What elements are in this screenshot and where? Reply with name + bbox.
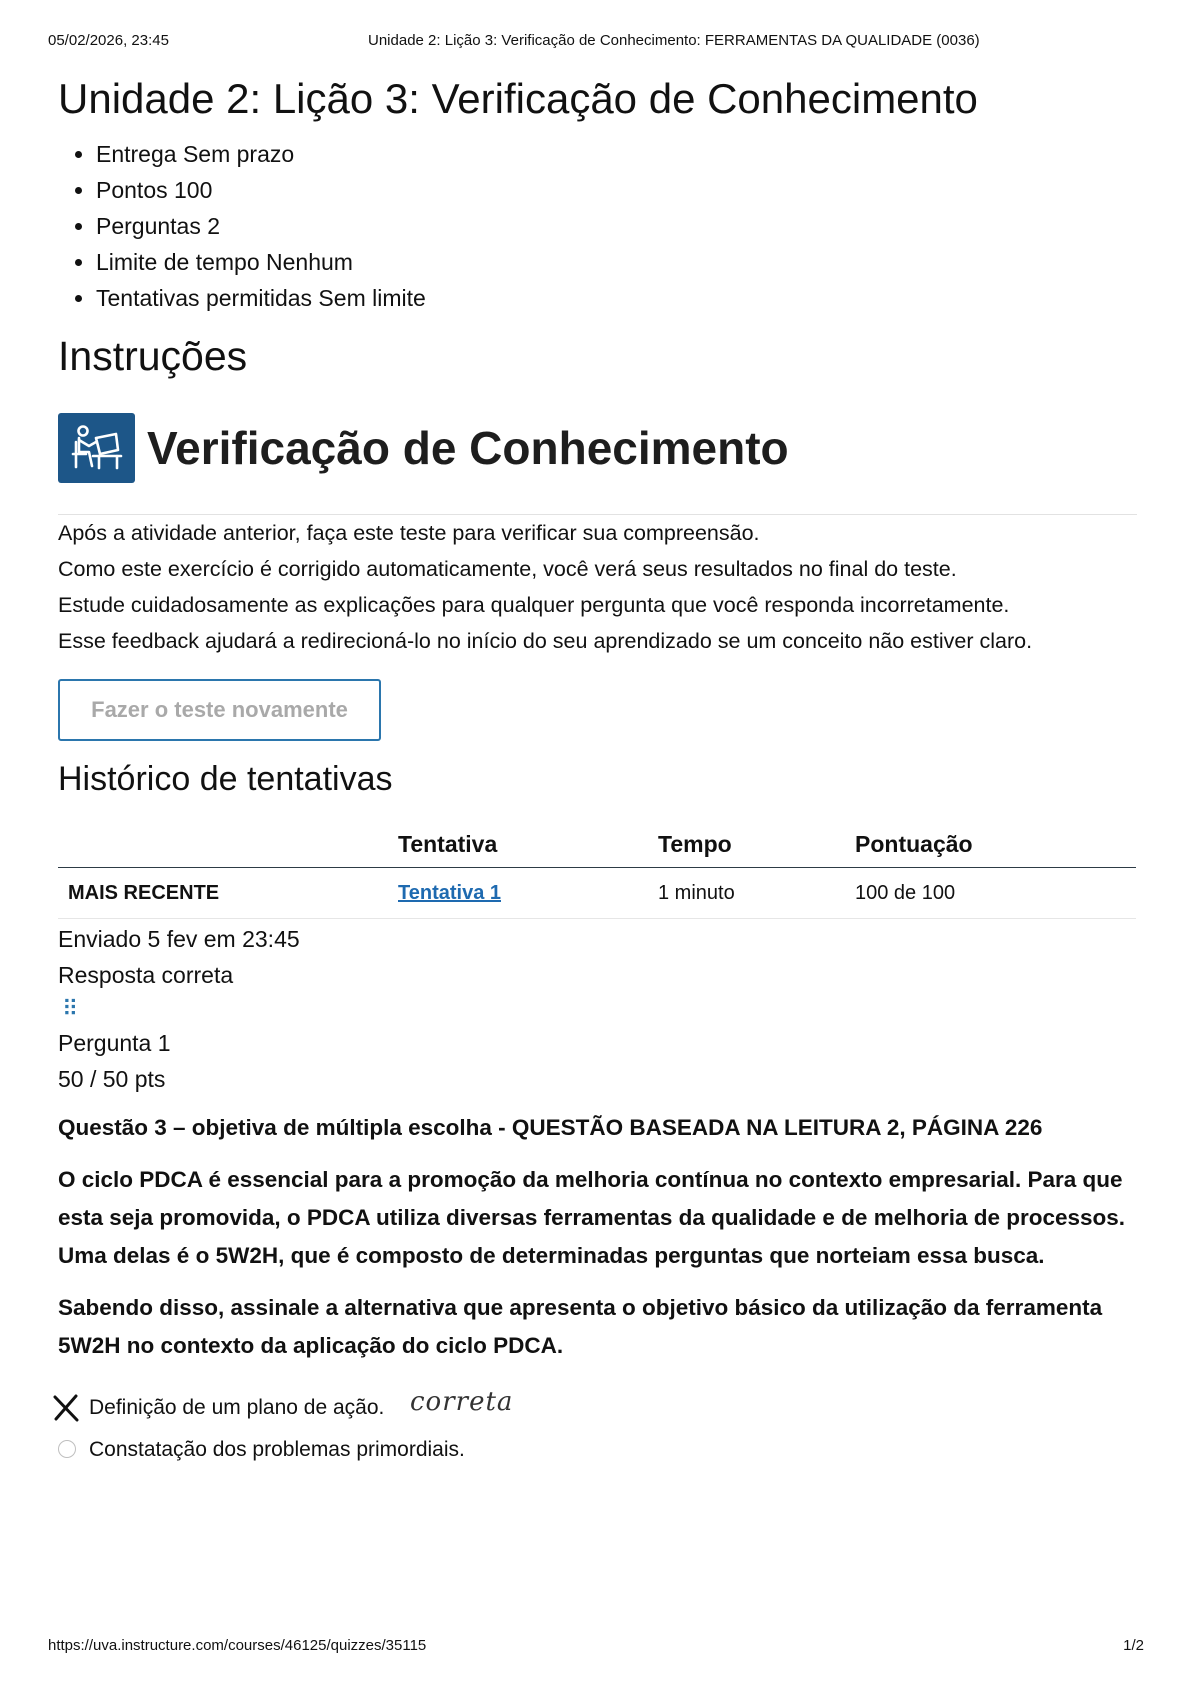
attempt-cell (397, 868, 657, 919)
attempt-time: 1 minuto (657, 868, 854, 919)
print-datetime: 05/02/2026, 23:45 (48, 32, 169, 49)
instruction-paragraph-3-line-1: Estude cuidadosamente as explicações para qualquer pergunta que você responda incorretamente. (58, 593, 1010, 617)
print-url: https://uva.instructure.com/courses/46125/quizzes/35115 (48, 1637, 427, 1654)
instruction-paragraph-3 (58, 587, 1137, 659)
answer-option-2[interactable] (58, 1429, 1137, 1471)
print-footer (48, 1637, 1144, 1657)
print-document-title: Unidade 2: Lição 3: Verificação de Conhecimento: FERRAMENTAS DA QUALIDADE (0036) (368, 32, 980, 49)
submitted-timestamp: Enviado 5 fev em 23:45 (58, 926, 300, 952)
detail-attempts: • Tentativas permitidas Sem limite (96, 280, 1137, 316)
most-recent-label: MAIS RECENTE (58, 868, 397, 919)
detail-points: • Pontos 100 (96, 172, 1137, 208)
question-points: 50 / 50 pts (58, 1066, 166, 1092)
attempt-score: 100 de 100 (854, 868, 1136, 919)
question-context: O ciclo PDCA é essencial para a promoção da melhoria contínua no contexto empresarial. Para que esta seja promovida, o PDCA utiliza diversas ferramentas da qualidade e de melhoria de processos. Uma delas é o 5W2H, que é composto de determinadas perguntas que norteiam essa busca. (58, 1167, 1126, 1268)
instruction-paragraph-3-line-2: Esse feedback ajudará a redirecioná-lo no início do seu aprendizado se um conceito não estiver claro. (58, 629, 1033, 653)
question-title: Questão 3 – objetiva de múltipla escolha - QUESTÃO BASEADA NA LEITURA 2, PÁGINA 226 (58, 1115, 1043, 1140)
drag-handle-icon[interactable]: ⠿ (62, 996, 79, 1021)
detail-time-limit: • Limite de tempo Nenhum (96, 244, 1137, 280)
detail-questions: • Perguntas 2 (96, 208, 1137, 244)
page-content (58, 70, 1137, 1471)
table-row (58, 868, 1136, 919)
quiz-details-list (58, 136, 1137, 316)
attempt-history-table (58, 821, 1136, 919)
retake-quiz-button[interactable]: Fazer o teste novamente (58, 679, 381, 741)
question-number: Pergunta 1 (58, 1030, 171, 1056)
column-header-attempt: Tentativa (398, 830, 498, 857)
table-header-row (58, 821, 1136, 868)
answer-result: Resposta correta (58, 962, 234, 988)
banner-title: Verificação de Conhecimento (147, 422, 789, 474)
detail-due: • Entrega Sem prazo (96, 136, 1137, 172)
page-title: Unidade 2: Lição 3: Verificação de Conhecimento (58, 75, 978, 122)
answer-list (58, 1387, 1137, 1471)
attempt-history-heading: Histórico de tentativas (58, 760, 393, 798)
instruction-paragraph-1: Após a atividade anterior, faça este teste para verificar sua compreensão. (58, 521, 760, 545)
answer-option-2-label: Constatação dos problemas primordiais. (89, 1438, 465, 1461)
print-header (48, 32, 1144, 52)
answer-option-1[interactable] (58, 1387, 1137, 1429)
instructions-heading: Instruções (58, 333, 248, 379)
column-header-score: Pontuação (855, 830, 973, 857)
person-at-desk-icon (58, 413, 135, 483)
radio-button[interactable] (58, 1440, 76, 1458)
answer-option-1-label: Definição de um plano de ação. (89, 1396, 385, 1419)
page-number: 1/2 (1123, 1637, 1144, 1654)
handwritten-note: correta (410, 1387, 514, 1417)
column-header-label (58, 821, 397, 868)
knowledge-check-banner (58, 412, 1137, 484)
column-header-time: Tempo (658, 830, 732, 857)
attempt-1-link[interactable]: Tentativa 1 (398, 881, 501, 904)
instruction-paragraph-2: Como este exercício é corrigido automaticamente, você verá seus resultados no final do teste. (58, 557, 957, 581)
question-prompt: Sabendo disso, assinale a alternativa que apresenta o objetivo básico da utilização da ferramenta 5W2H no contexto da aplicação do ciclo PDCA. (58, 1295, 1103, 1358)
x-mark-icon (51, 1393, 81, 1423)
